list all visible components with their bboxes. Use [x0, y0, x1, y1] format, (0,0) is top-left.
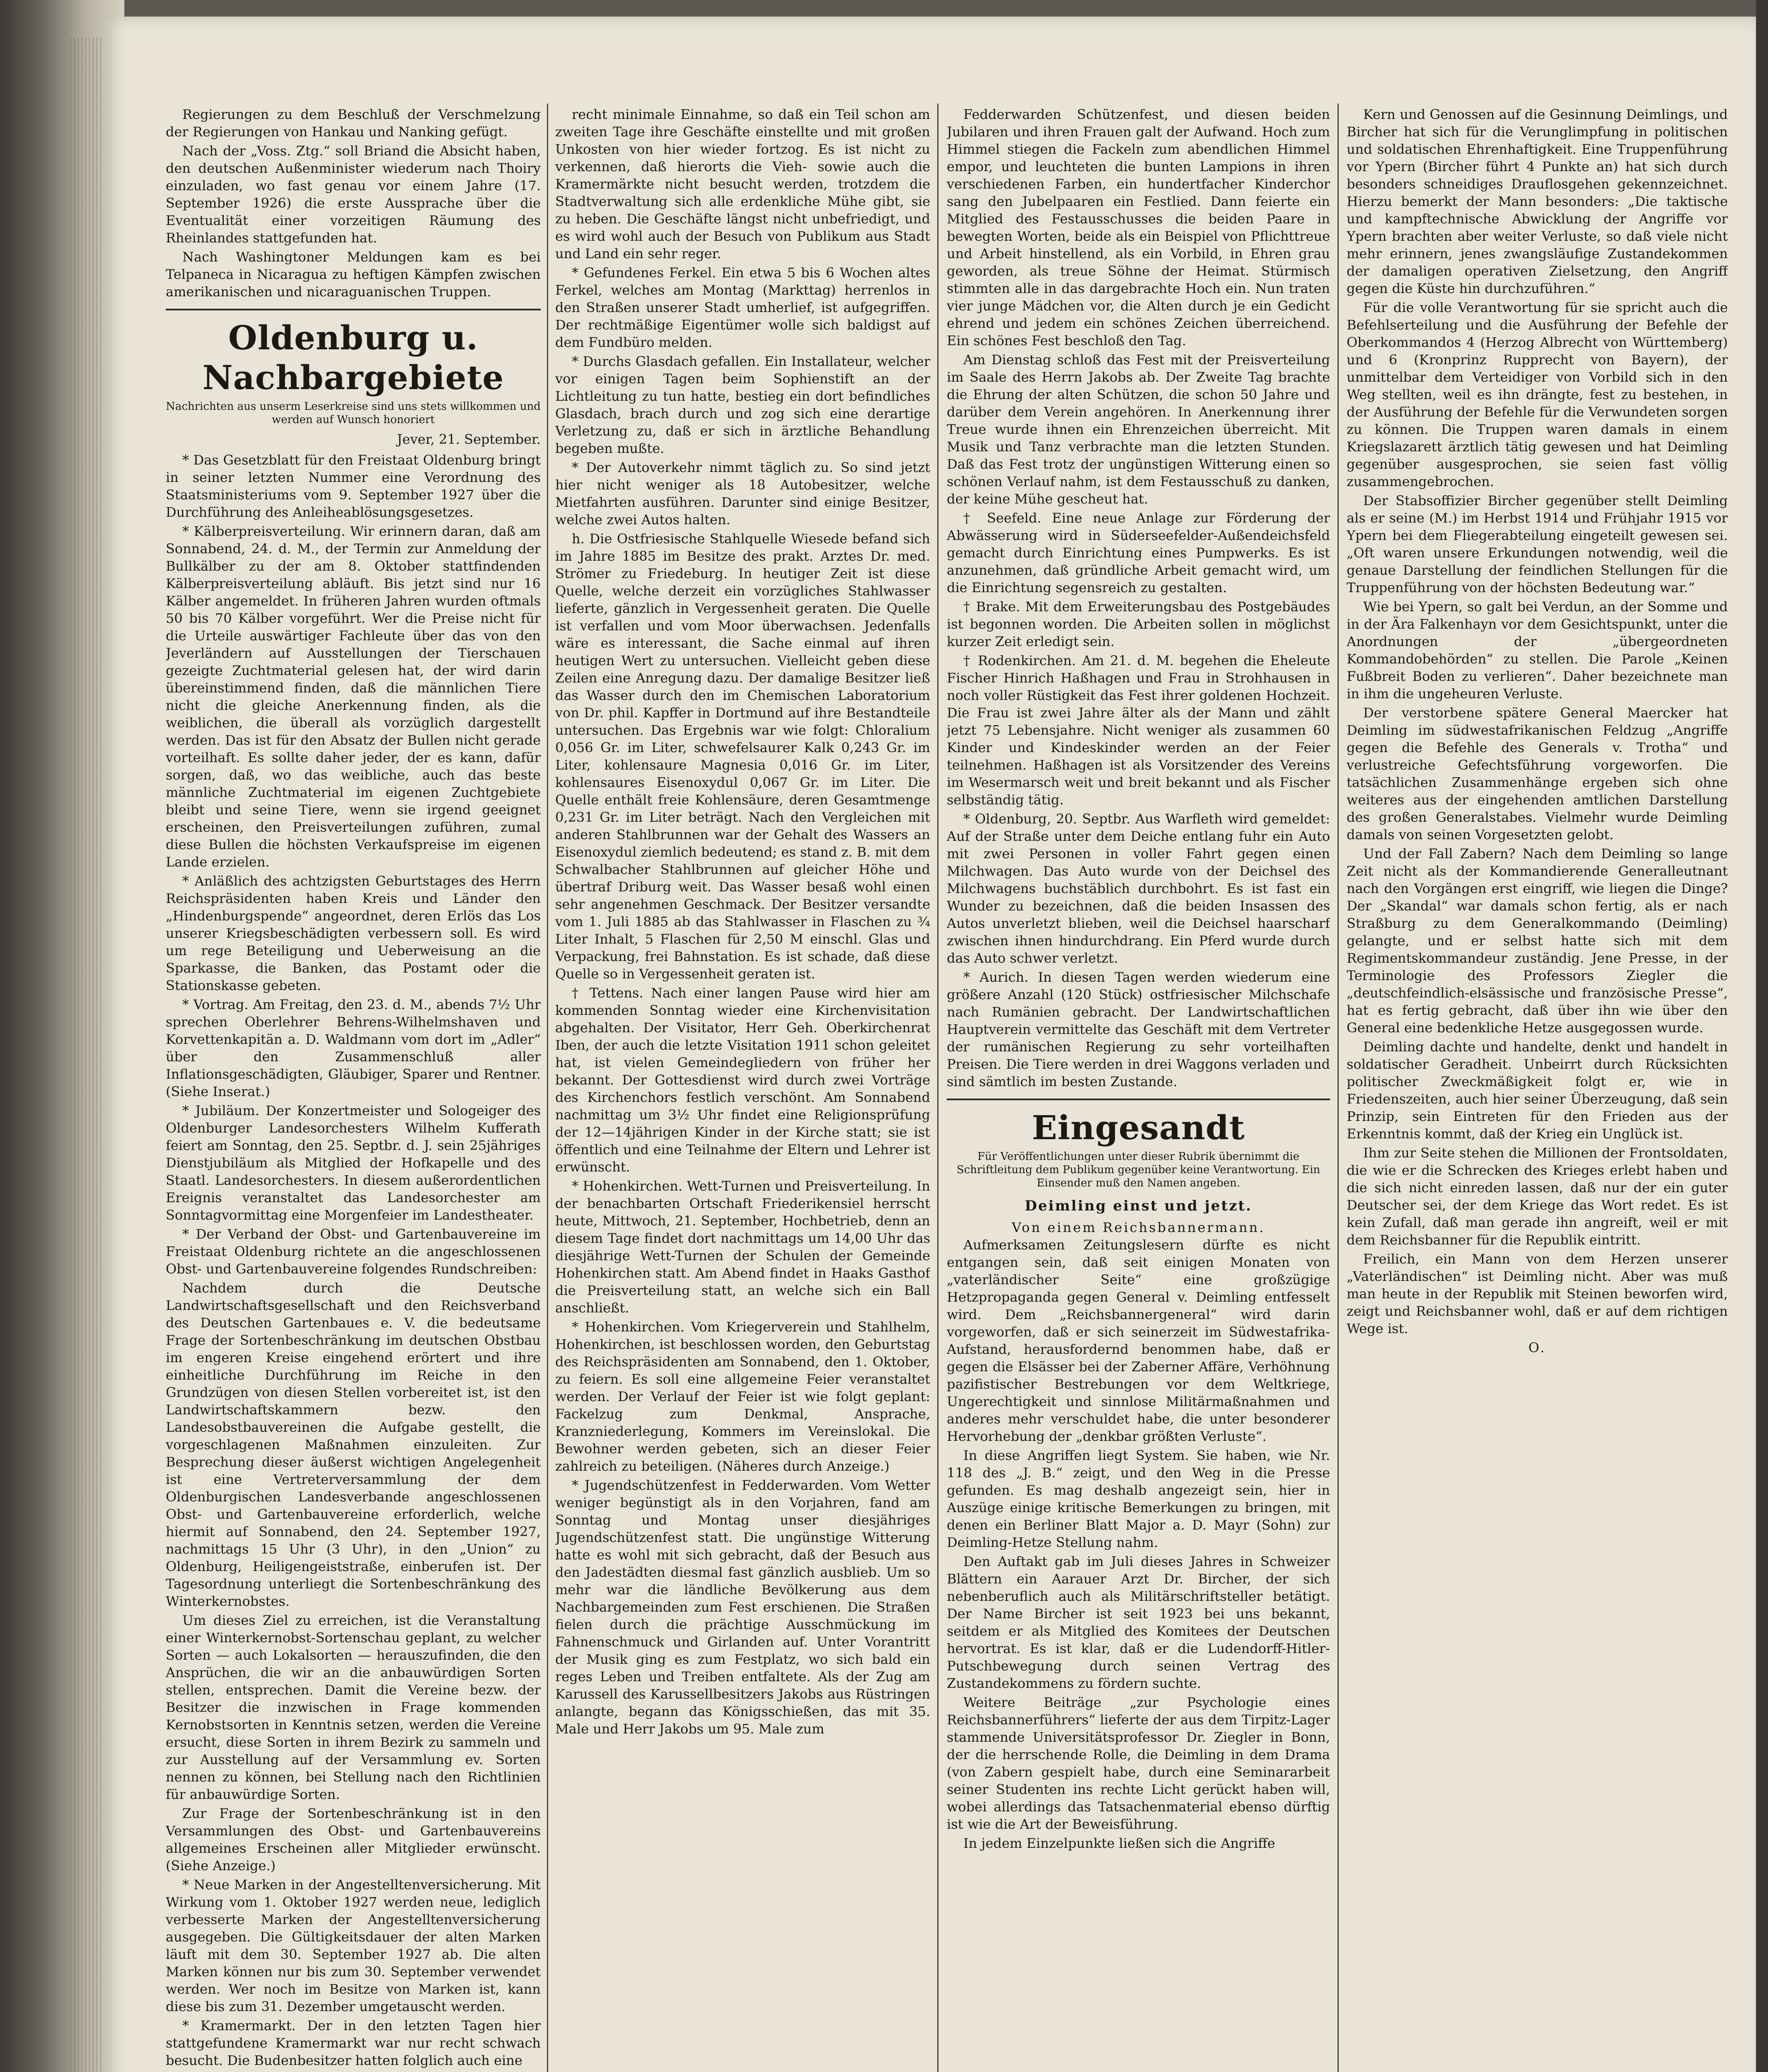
- paragraph: * Das Gesetzblatt für den Freistaat Oldenburg bringt in seiner letzten Nummer eine Verordnung des Staatsministeriums vom 9. September 1927 über die Durchführung des Anleiheablösungsgesetzes.: [166, 452, 541, 520]
- paragraph: Wie bei Ypern, so galt bei Verdun, an der Somme und in der Ära Falkenhayn vor dem Gesichtspunkt, unter die Anordnungen der „übergeordneten Kommandobehörden“ zu stellen. Die Parole „Keinen Fußbreit Boden zu verlieren“. Daher bezeichnete man in ihm die ungeheuren Verluste.: [1347, 599, 1728, 702]
- column-divider: [1337, 104, 1339, 2072]
- paragraph: In jedem Einzelpunkte ließen sich die Angriffe: [963, 1835, 1275, 1851]
- heading-rule: [166, 309, 541, 310]
- section-heading: Eingesandt: [1032, 1108, 1245, 1147]
- paragraph: In diese Angriffen liegt System. Sie haben, wie Nr. 118 des „J. B.“ zeigt, und den Weg in die Presse gefunden. Es mag deshalb angezeigt sein, hier in Auszüge einige kritische Bemerkungen zu bringen, mit denen ein Berliner Blatt Major a. D. Mayr (Sohn) zur Deimling-Hetze Stellung nahm.: [947, 1447, 1330, 1550]
- paragraph: * Jubiläum. Der Konzertmeister und Sologeiger des Oldenburger Landesorchesters Wilhelm Kufferath feiert am Sonntag, den 25. Septbr. d. J. sein 25jähriges Dienstjubiläum als Mitglied der Hofkapelle und des Staatl. Landesorchesters. In diesem außerordentlichen Ereignis veranstaltet das Landesorchester am Sonntagvormittag eine Morgenfeier im Landestheater.: [166, 1103, 541, 1223]
- paragraph: Der Stabsoffizier Bircher gegenüber stellt Deimling als er seine (M.) im Herbst 1914 und Frühjahr 1915 vor Ypern bei dem Fliegerabteilung eingeteilt gewesen sei. „Oft waren unsere Erkundungen notwendig, weil die genaue Darstellung der feindlichen Stellungen für die Truppenführung von der höchsten Bedeutung war.“: [1347, 493, 1728, 595]
- paragraph: Und der Fall Zabern? Nach dem Deimling so lange Zeit nicht als der Kommandierende Generalleutnant nach den Vorgängen erst eingriff, wie liegen die Dinge? Der „Skandal“ war damals schon fertig, als er nach Straßburg zu dem Generalkommando (Deimling) gelangte, und er selbst hatte sich mit dem Regimentskommandeur zuständig. Jene Presse, in der Terminologie des Professors Ziegler die „deutschfeindlich-elsässische und französische Presse“, hat es fertig gebracht, daß über ihn wie über den General eine bedenkliche Hetze ausgegossen wurde.: [1347, 846, 1728, 1036]
- paragraph: Freilich, ein Mann von dem Herzen unserer „Vaterländischen“ ist Deimling nicht. Aber was muß man heute in der Republik mit Steinen beworfen wird, zeigt und Reichsbanner wohl, daß er auf dem richtigen Wege ist.: [1347, 1251, 1728, 1336]
- paragraph: * Jugendschützenfest in Fedderwarden. Vom Wetter weniger begünstigt als in den Vorjahren, fand am Sonntag und Montag unser diesjähriges Jugendschützenfest statt. Die ungünstige Witterung hatte es wohl mit sich gebracht, daß der Besuch aus den Jadestädten diesmal fast gänzlich ausblieb. Um so mehr war die ländliche Bevölkerung aus dem Nachbargemeinden zum Fest erschienen. Die Straßen fielen durch die prächtige Ausschmückung im Fahnenschmuck und Girlanden auf. Unter Vorantritt der Musik ging es zum Festplatz, wo sich bald ein reges Leben und Treiben entfaltete. Als der Zug am Karussell des Karussellbesitzers Jakobs aus Rüstringen anlangte, begann das Königsschießen, das mit 35. Male und Herr Jakobs um 95. Male zum: [555, 1477, 930, 1737]
- column-1: [166, 106, 541, 2072]
- paragraph: recht minimale Einnahme, so daß ein Teil schon am zweiten Tage ihre Geschäfte einstellte und mit großen Unkosten von hier wieder fortzog. Es ist nicht zu verkennen, daß hierorts die Vieh- sowie auch die Kramermärkte nicht besucht werden, trotzdem die Stadtverwaltung sich alle erdenkliche Mühe gibt, sie zu heben. Die Geschäfte längst nicht unbefriedigt, und es wird wohl auch der Besuch von Publikum aus Stadt und Land ein sehr reger.: [555, 107, 930, 261]
- paragraph: Ihm zur Seite stehen die Millionen der Frontsoldaten, die wie er die Schrecken des Krieges erlebt haben und die sich nicht einreden lassen, daß nur der ein guter Deutscher sei, der dem Kriege das Wort redet. Es ist kein Zufall, daß man gerade ihn angreift, weil er mit dem Reichsbanner für die Republik eintritt.: [1347, 1145, 1728, 1248]
- paragraph: Nach der „Voss. Ztg.“ soll Briand die Absicht haben, den deutschen Außenminister wiederum nach Thoiry einzuladen, wo fast genau vor einem Jahre (17. September 1926) die erste Aussprache über die Eventualität einer vorzeitigen Räumung des Rheinlandes stattgefunden hat.: [166, 143, 541, 246]
- paragraph: † Brake. Mit dem Erweiterungsbau des Postgebäudes ist begonnen worden. Die Arbeiten sollen in möglichst kurzer Zeit erledigt sein.: [947, 599, 1330, 649]
- paragraph: † Rodenkirchen. Am 21. d. M. begehen die Eheleute Fischer Hinrich Haßhagen und Frau in Strohhausen in noch voller Rüstigkeit das Fest ihrer goldenen Hochzeit. Die Frau ist zwei Jahre älter als der Mann und zählt jetzt 75 Lebensjahre. Nicht weniger als zusammen 60 Kinder und Kindeskinder werden an der Feier teilnehmen. Haßhagen ist als Vorsitzender des Vereins im Wesermarsch weit und breit bekannt und als Fischer selbständig tätig.: [947, 653, 1330, 808]
- scan-right-edge: [1756, 0, 1768, 2072]
- paragraph: Fedderwarden Schützenfest, und diesen beiden Jubilaren und ihren Frauen galt der Aufwand. Hoch zum Himmel stiegen die Fackeln zum abendlichen Himmel empor, und leuchteten die bunten Lampions in ihren verschiedenen Farben, ein hundertfacher Kinderchor sang den Jubelpaaren ein Festlied. Dann feierte ein Mitglied des Festausschusses die beiden Paare in bewegten Worten, beide als ein Beispiel von Pflichttreue und Arbeit hinstellend, als ein Vorbild, in Ehren grau geworden, als treue Söhne der Heimat. Stürmisch stimmten alle in das dargebrachte Hoch ein. Nun traten vier junge Mädchen vor, die Alten durch je ein Gedicht ehrend und jedem ein schönes Zeichen überreichend. Ein schönes Fest beschloß den Tag.: [947, 107, 1330, 349]
- paragraph: * Kälberpreisverteilung. Wir erinnern daran, daß am Sonnabend, 24. d. M., der Termin zur Anmeldung der Bullkälber zu der am 8. Oktober stattfindenden Kälberpreisverteilung abläuft. Bis jetzt sind nur 16 Kälber angemeldet. In früheren Jahren wurden oftmals 50 bis 70 Kälber vorgeführt. Wer die Preise nicht für die Urteile auswärtiger Fachleute über das von den Jeverländern auf Ausstellungen der Tierschauen gezeigte Zuchtmaterial gelesen hat, der wird darin übereinstimmend finden, daß die männlichen Tiere nicht die gleiche Anerkennung finden, als die weiblichen, die überall als vorzüglich dargestellt werden. Das ist für den Absatz der Bullen nicht gerade vorteilhaft. Es sollte daher jeder, der es kann, dafür sorgen, daß, wo das weibliche, auch das beste männliche Zuchtmaterial im eigenen Zuchtgebiete bleibt und seine Tiere, wenn sie irgend geeignet erscheinen, den Preisverteilungen zuführen, zumal diese Bullen die höchsten Verkaufspreise im eigenen Lande erzielen.: [166, 523, 541, 870]
- paragraph: * Aurich. In diesen Tagen werden wiederum eine größere Anzahl (120 Stück) ostfriesischer Milchschafe nach Rumänien gebracht. Der Landwirtschaftlichen Hauptverein vermittelte das Geschäft mit dem Vertreter der rumänischen Regierung zu sehr vorteilhaften Preisen. Die Tiere werden in drei Waggons verladen und sind sämtlich im besten Zustande.: [947, 969, 1330, 1089]
- paragraph: * Hohenkirchen. Wett-Turnen und Preisverteilung. In der benachbarten Ortschaft Friederikensiel herrscht heute, Mittwoch, 21. September, Hochbetrieb, denn an diesem Tage findet dort nachmittags um 14,00 Uhr das diesjährige Wett-Turnen der Schulen der Gemeinde Hohenkirchen statt. Am Abend findet in Haaks Gasthof die Preisverteilung statt, an welche sich ein Ball anschließt.: [555, 1178, 930, 1316]
- paragraph: * Der Verband der Obst- und Gartenbauvereine im Freistaat Oldenburg richtete an die angeschlossenen Obst- und Gartenbauvereine folgendes Rundschreiben:: [166, 1226, 541, 1277]
- paragraph: Für die volle Verantwortung für sie spricht auch die Befehlserteilung und die Ausführung der Befehle der Oberkommandos 4 (Herzog Albrecht von Württemberg) und 6 (Kronprinz Rupprecht von Bayern), der unmittelbar dem Verteidiger von Vorbild sich in den Weg stellten, weil es ihn drängte, fest zu bestehen, in der Ausführung der Befehle für die Verwundeten sorgen zu können. Die Truppen waren damals in einem Kriegslazarett ärztlich tätig gewesen und hat Deimling gegenüber ausgesprochen, sie seien fast völlig zusammengebrochen.: [1347, 300, 1728, 489]
- section-heading: Oldenburg u. Nachbargebiete: [202, 318, 504, 397]
- byline: O.: [1528, 1340, 1546, 1356]
- paragraph: * Hohenkirchen. Vom Kriegerverein und Stahlhelm, Hohenkirchen, ist beschlossen worden, den Geburtstag des Reichspräsidenten am Sonnabend, den 1. Oktober, zu feiern. Es soll eine allgemeine Feier veranstaltet werden. Der Verlauf der Feier ist wie folgt geplant: Fackelzug zum Denkmal, Ansprache, Kranzniederlegung, Kommers im Vereinslokal. Die Bewohner werden gebeten, sich an dieser Feier zahlreich zu beteiligen. (Näheres durch Anzeige.): [555, 1319, 930, 1474]
- paragraph: Um dieses Ziel zu erreichen, ist die Veranstaltung einer Winterkernobst-Sortenschau geplant, zu welcher Sorten — auch Lokalsorten — herauszufinden, die den Ansprüchen, die wir an die anbauwürdigen Sorten stellen, entsprechen. Damit die Vereine bezw. der Besitzer die inzwischen in Frage kommenden Kernobstsorten in Kenntnis setzen, werden die Vereine ersucht, diese Sorten in ihrem Bezirk zu sammeln und zur Ausstellung auf der Versammlung ev. Sorten nennen zu können, bei Stellung nach den Richtlinien für anbauwürdige Sorten.: [166, 1612, 541, 1802]
- column-divider: [547, 104, 548, 2072]
- paragraph: Den Auftakt gab im Juli dieses Jahres in Schweizer Blättern ein Aarauer Arzt Dr. Bircher, der sich nebenberuflich auch als Militärschriftsteller betätigt. Der Name Bircher ist seit 1923 bei uns bekannt, seitdem er als Mitglied des Komitees der Deutschen hervortrat. Es ist klar, daß er die Ludendorff-Hitler-Putschbewegung durch seinen Vertrag des Zustandekommens zu fördern suchte.: [947, 1554, 1330, 1691]
- column-divider: [937, 104, 938, 2072]
- dateline: Jever, 21. September.: [397, 431, 541, 447]
- column-3: [947, 106, 1330, 2072]
- paragraph: Kern und Genossen auf die Gesinnung Deimlings, und Bircher hat sich für die Verunglimpfung in politischen und soldatischen Ehrenhaftigkeit. Eine Truppenführung vor Ypern (Bircher führt 4 Punkte an) hat sich durch besonders schneidiges Drauflosgehen gekennzeichnet. Hierzu bemerkt der Mann besonders: „Die taktische und kampftechnische Abwicklung der Angriffe vor Ypern brachten aber weiter Verluste, so daß viele nicht mehr erinnern, jenes zwangsläufige Zustandekommen der damaligen operativen Zielsetzung, den Angriff gegen die Küste hin durchzuführen.“: [1347, 107, 1728, 296]
- article-title: Deimling einst und jetzt.: [1025, 1198, 1252, 1214]
- paragraph: † Tettens. Nach einer langen Pause wird hier am kommenden Sonntag wieder eine Kirchenvisitation abgehalten. Der Visitator, Herr Geh. Oberkirchenrat Iben, der auch die letzte Visitation 1911 schon geleitet hat, ist vielen Gemeindegliedern von früher her bekannt. Der Gottesdienst wird durch zwei Vorträge des Kirchenchors festlich verschönt. Am Sonnabend nachmittag um 3½ Uhr findet eine Religionsprüfung der 12—14jährigen Kinder in der Kirche statt; sie ist öffentlich und eine Teilnahme der Eltern und Lehrer ist erwünscht.: [555, 985, 930, 1175]
- paragraph: Zur Frage der Sortenbeschränkung ist in den Versammlungen des Obst- und Gartenbauvereins allgemeines Erscheinen aller Mitglieder erwünscht. (Siehe Anzeige.): [166, 1806, 541, 1874]
- paragraph: * Anläßlich des achtzigsten Geburtstages des Herrn Reichspräsidenten haben Kreis und Länder den „Hindenburgspende“ angeordnet, deren Erlös das Los unserer Kriegsbeschädigten verbessern soll. Es wird um rege Beteiligung und Ueberweisung an die Sparkasse, die Banken, das Postamt oder die Stationskasse gebeten.: [166, 873, 541, 993]
- paragraph: * Kramermarkt. Der in den letzten Tagen hier stattgefundene Kramermarkt war nur recht schwach besucht. Die Budenbesitzer hatten folglich auch eine: [166, 2018, 541, 2068]
- paragraph: Nachdem durch die Deutsche Landwirtschaftsgesellschaft und den Reichsverband des Deutschen Gartenbaues e. V. die bedeutsame Frage der Sortenbeschränkung im deutschen Obstbau im engeren Kreise eingehend erörtert und ihre einheitliche Durchführung im Reiche in den Grundzügen von diesen Stellen vorbereitet ist, ist den Landwirtschaftskammern bezw. den Landesobstbauvereinen die Aufgabe gestellt, die vorgeschlagenen Maßnahmen einzuleiten. Zur Besprechung dieser äußerst wichtigen Angelegenheit ist eine Vertreterversammlung der dem Oldenburgischen Landesverbande angeschlossenen Obst- und Gartenbauvereine erforderlich, welche hiermit auf Sonnabend, den 24. September 1927, nachmittags 15 Uhr (3 Uhr), in den „Union“ zu Oldenburg, Heiligengeiststraße, einberufen ist. Der Tagesordnung unterliegt die Sortenbeschränkung des Winterkernobstes.: [166, 1280, 541, 1609]
- paragraph: Am Dienstag schloß das Fest mit der Preisverteilung im Saale des Herrn Jakobs ab. Der Zweite Tag brachte die Ehrung der alten Schützen, die schon 50 Jahre und darüber dem Verein angehören. In Anerkennung ihrer Treue wurde ihnen ein Ehrenzeichen überreicht. Mit Musik und Tanz verbrachte man die letzten Stunden. Daß das Fest trotz der ungünstigen Witterung einen so schönen Verlauf nahm, ist dem Festausschuß zu danken, der keine Mühe gescheut hat.: [947, 352, 1330, 507]
- paragraph: † Seefeld. Eine neue Anlage zur Förderung der Abwässerung wird in Süderseefelder-Außendeichsfeld gemacht durch Einrichtung eines Pumpwerks. Es ist anzunehmen, daß gründliche Arbeit gemacht wird, um die Einrichtung segensreich zu gestalten.: [947, 510, 1330, 595]
- paragraph: * Oldenburg, 20. Septbr. Aus Warfleth wird gemeldet: Auf der Straße unter dem Deiche entlang fuhr ein Auto mit zwei Personen in voller Fahrt gegen einen Milchwagen. Das Auto wurde von der Deichsel des Milchwagens buchstäblich durchbohrt. Es ist fast ein Wunder zu bezeichnen, daß die beiden Insassen des Autos unverletzt blieben, weil die Deichsel haarscharf zwischen ihnen hindurchdrang. Ein Pferd wurde durch das Auto schwer verletzt.: [947, 811, 1330, 966]
- paragraph: * Der Autoverkehr nimmt täglich zu. So sind jetzt hier nicht weniger als 18 Autobesitzer, welche Mietfahrten ausführen. Darunter sind einige Besitzer, welche zwei Autos halten.: [555, 460, 930, 528]
- paragraph: Der verstorbene spätere General Maercker hat Deimling im südwestafrikanischen Feldzug „Angriffe gegen die Befehle des Generals v. Trotha“ und verlustreiche Gefechtsführung vorgeworfen. Die tatsächlichen Zusammenhänge ergeben sich ohne weiteres aus der eingehenden amtlichen Darstellung des großen Generalstabes. Vielmehr wurde Deimling damals von seinen Vorgesetzten gelobt.: [1347, 705, 1728, 842]
- paragraph: Deimling dachte und handelte, denkt und handelt in soldatischer Geradheit. Unbeirrt durch Rücksichten politischer Zweckmäßigkeit folgt er, wie in Friedenszeiten, auch hier seiner Überzeugung, daß sein Prinzip, sein Eintreten für den Frieden aus der Erkenntnis kommt, daß der Krieg ein Unglück ist.: [1347, 1039, 1728, 1142]
- paragraph: Nach Washingtoner Meldungen kam es bei Telpaneca in Nicaragua zu heftigen Kämpfen zwischen amerikanischen und nicaraguanischen Truppen.: [166, 249, 541, 300]
- section-note: Für Veröffentlichungen unter dieser Rubrik übernimmt die Schriftleitung dem Publikum gegenüber keine Verantwortung. Ein Einsender muß den Namen angeben.: [956, 1150, 1321, 1189]
- column-4: [1347, 106, 1728, 2072]
- paragraph: h. Die Ostfriesische Stahlquelle Wiesede befand sich im Jahre 1885 im Besitze des prakt. Arztes Dr. med. Strömer zu Friedeburg. In heutiger Zeit ist diese Quelle, welche derzeit ein vorzügliches Stahlwasser lieferte, gänzlich in Vergessenheit geraten. Die Quelle ist verfallen und vom Moor überwachsen. Jedenfalls wäre es interessant, die Sache einmal auf ihren heutigen Wert zu untersuchen. Vielleicht geben diese Zeilen eine Anregung dazu. Der damalige Besitzer ließ das Wasser durch den im Chemischen Laboratorium von Dr. phil. Kapffer in Dortmund auf ihre Bestandteile untersuchen. Das Ergebnis war wie folgt: Chloralium 0,056 Gr. im Liter, schwefelsaurer Kalk 0,243 Gr. im Liter, kohlensaure Magnesia 0,016 Gr. im Liter, kohlensaures Eisenoxydul 0,067 Gr. im Liter. Die Quelle enthält freie Kohlensäure, deren Gesamtmenge 0,231 Gr. im Liter beträgt. Nach den Vergleichen mit anderen Stahlbrunnen war der Gehalt des Wassers an Eisenoxydul ziemlich bedeutend; es stand z. B. mit dem Schwalbacher Stahlbrunnen auf gleicher Höhe und übertraf Driburg weit. Das Wasser besaß wohl einen sehr angenehmen Geschmack. Der Besitzer versandte vom 1. Juli 1885 ab das Stahlwasser in Flaschen zu ¾ Liter Inhalt, 5 Flaschen für 2,50 M einschl. Glas und Verpackung, frei Bahnstation. Es ist schade, daß diese Quelle so in Vergessenheit geraten ist.: [555, 531, 930, 982]
- paragraph: * Neue Marken in der Angestelltenversicherung. Mit Wirkung vom 1. Oktober 1927 werden neue, lediglich verbesserte Marken der Angestelltenversicherung ausgegeben. Die Gültigkeitsdauer der alten Marken läuft mit dem 30. September 1927 ab. Die alten Marken können nur bis zum 30. September verwendet werden. Wer noch im Besitze von Marken ist, kann diese bis zum 31. Dezember umgetauscht werden.: [166, 1877, 541, 2014]
- section-note: Nachrichten aus unserm Leserkreise sind uns stets willkommen und werden auf Wunsch honoriert: [166, 400, 541, 426]
- paragraph: * Gefundenes Ferkel. Ein etwa 5 bis 6 Wochen altes Ferkel, welches am Montag (Markttag) herrenlos in den Straßen unserer Stadt umherlief, ist aufgegriffen. Der rechtmäßige Eigentümer wolle sich baldigst auf dem Fundbüro melden.: [555, 265, 930, 350]
- paragraph: Regierungen zu dem Beschluß der Verschmelzung der Regierungen von Hankau und Nanking gefügt.: [166, 107, 541, 140]
- paragraph: Aufmerksamen Zeitungslesern dürfte es nicht entgangen sein, daß seit einigen Monaten von „vaterländischer Seite“ eine großzügige Hetzpropaganda gegen General v. Deimling entfesselt wird. Dem „Reichsbannergeneral“ wird darin vorgeworfen, daß er sich seinerzeit im Südwestafrika-Aufstand, herausfordernd benommen habe, daß er gegen die Elsässer bei der Zaberner Affäre, Verhöhnung pazifistischer Bestrebungen vor dem Weltkriege, Ungerechtigkeit und sinnlose Militärmaßnahmen und anderes mehr verschuldet habe, die unter besonderer Hervorhebung der „denkbar größten Verluste“.: [947, 1237, 1330, 1444]
- paragraph: * Durchs Glasdach gefallen. Ein Installateur, welcher vor einigen Tagen beim Sophienstift an der Lichtleitung zu tun hatte, bestieg ein dort befindliches Glasdach, brach durch und zog sich eine derartige Verletzung zu, daß er sich in ärztliche Behandlung begeben mußte.: [555, 353, 930, 456]
- paragraph: * Vortrag. Am Freitag, den 23. d. M., abends 7½ Uhr sprechen Oberlehrer Behrens-Wilhelmshaven und Korvettenkapitän a. D. Waldmann vom dort im „Adler“ über den Zusammenschluß aller Inflationsgeschädigten, Gläubiger, Sparer und Rentner. (Siehe Inserat.): [166, 997, 541, 1099]
- byline: Von einem Reichsbannermann.: [1011, 1220, 1265, 1235]
- paragraph: Weitere Beiträge „zur Psychologie eines Reichsbannerführers“ lieferte der aus dem Tirpitz-Lager stammende Universitätsprofessor Dr. Ziegler in Bonn, der die herrschende Rolle, die Deimling in dem Drama (von Zabern gespielt habe, durch eine Seminararbeit seiner Studenten ins rechte Licht gerückt haben will, wobei allerdings das Tatsachenmaterial ebenso dürftig ist wie die Art der Beweisführung.: [947, 1694, 1330, 1832]
- column-2: [555, 106, 930, 2072]
- heading-rule: [947, 1099, 1330, 1100]
